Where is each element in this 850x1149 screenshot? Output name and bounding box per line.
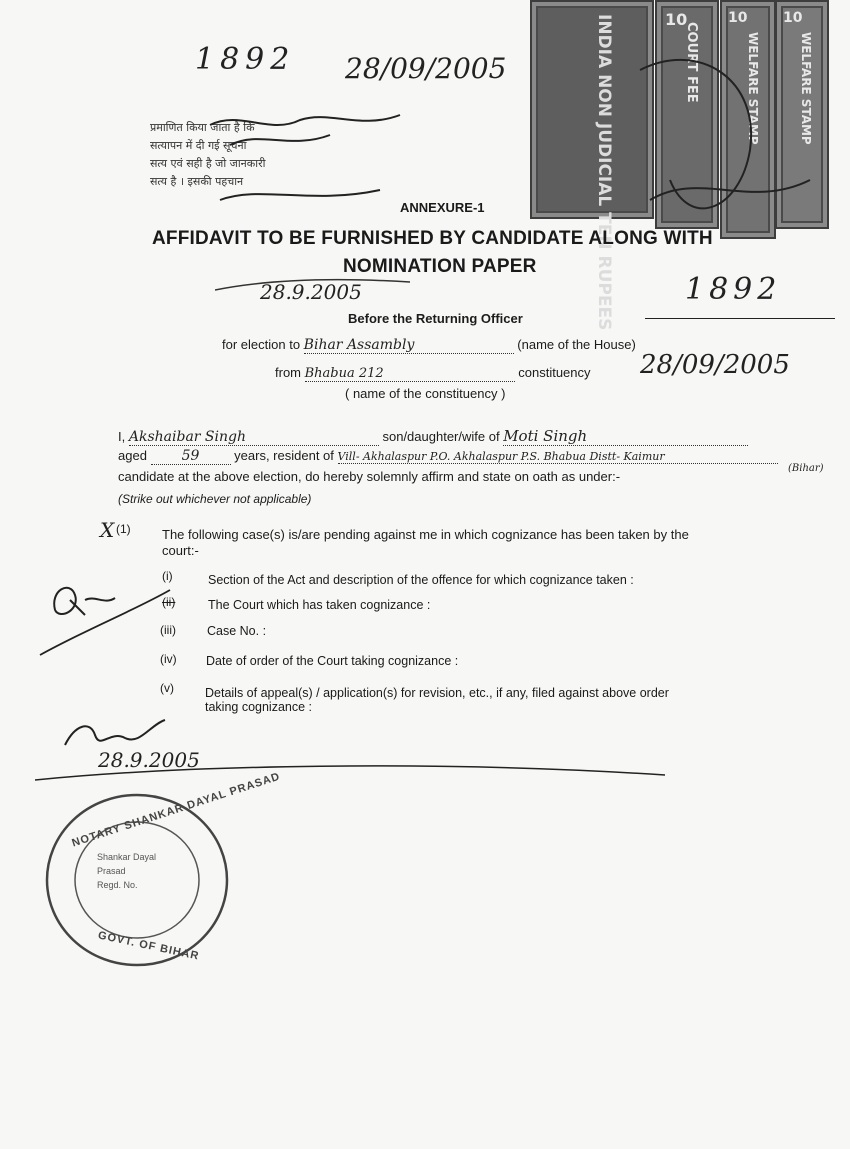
clause-item-number: (iii) <box>160 623 176 637</box>
handwritten-line-right <box>645 318 835 319</box>
notary-inner-line: Regd. No. <box>97 880 138 890</box>
notary-ring-text: NOTARY SHANKAR DAYAL PRASAD <box>70 770 282 850</box>
clause-item-number: (ii) <box>162 595 176 609</box>
i-prefix: I, <box>118 429 126 444</box>
constituency-suffix: constituency <box>518 365 591 380</box>
constituency-field: Bhabua 212 <box>305 366 515 382</box>
stamp-strip-label: INDIA NON JUDICIAL TEN RUPEES <box>594 14 614 331</box>
handwritten-date-mid-left: 28.9.2005 <box>260 280 362 304</box>
clause-item-number: (iv) <box>160 652 177 666</box>
age-field: 59 <box>151 448 231 465</box>
clause-item-text: taking cognizance : <box>205 700 313 714</box>
handwritten-number-top: 1892 <box>195 42 296 77</box>
house-field: Bihar Assambly <box>304 337 514 354</box>
notary-seal <box>42 770 282 970</box>
clause-item-number: (v) <box>160 681 174 695</box>
clause-item-number: (i) <box>162 569 173 583</box>
handwritten-date-top: 28/09/2005 <box>345 52 507 85</box>
stamp-value: 10 <box>783 10 803 26</box>
stamp-value: 10 <box>728 10 748 26</box>
clause-number: (1) <box>116 522 131 536</box>
signature-left <box>35 570 175 660</box>
hindi-stamp-line: सत्य है । इसकी पहचान <box>150 175 244 188</box>
stamp-strip-label: WELFARE STAMP <box>799 32 813 145</box>
handwritten-date-right: 28/09/2005 <box>640 350 790 380</box>
hindi-stamp-line: सत्य एवं सही है जो जानकारी <box>150 157 266 170</box>
aged-label: aged <box>118 448 147 463</box>
annexure-label: ANNEXURE-1 <box>400 200 485 215</box>
clause-item-text: Date of order of the Court taking cognizance : <box>206 654 459 668</box>
residence-extra: (Bihar) <box>788 463 824 474</box>
years-label: years, resident of <box>234 448 334 463</box>
election-row <box>222 337 636 354</box>
strike-note: (Strike out whichever not applicable) <box>118 492 312 506</box>
hindi-verification-stamp <box>150 120 425 210</box>
clause-item-text: Details of appeal(s) / application(s) for revision, etc., if any, filed against above order <box>205 686 669 700</box>
strike-mark: X <box>100 518 115 542</box>
before-returning-officer: Before the Returning Officer <box>348 311 523 326</box>
house-suffix: (name of the House) <box>517 337 636 352</box>
age-row <box>118 448 778 465</box>
underline-mark <box>215 270 415 300</box>
hindi-signature-scribble <box>150 105 425 215</box>
stamp-strip-label: COURT FEE <box>684 22 699 103</box>
stamp-cancellation-scribble <box>520 0 825 250</box>
from-prefix: from <box>275 365 301 380</box>
candidate-name-field: Akshaibar Singh <box>129 429 379 446</box>
constituency-row <box>275 365 591 382</box>
clause-item-text: The Court which has taken cognizance : <box>208 598 431 612</box>
clause-text-line-2: court:- <box>162 543 199 558</box>
election-prefix: for election to <box>222 337 301 352</box>
affirm-text: candidate at the above election, do hereby solemnly affirm and state on oath as under:- <box>118 469 621 484</box>
clause-item-text: Section of the Act and description of the offence for which cognizance taken : <box>208 573 634 587</box>
notary-inner-line: Shankar Dayal <box>97 852 157 862</box>
relation-label: son/daughter/wife of <box>382 429 500 444</box>
handwritten-number-right: 1892 <box>685 272 782 307</box>
constituency-note: ( name of the constituency ) <box>345 386 506 401</box>
clause-item-text: Case No. : <box>207 624 267 638</box>
hindi-stamp-line: प्रमाणित किया जाता है कि <box>150 121 255 134</box>
handwritten-date-bottom-left: 28.9.2005 <box>98 748 200 772</box>
stamp-strip-label: WELFARE STAMP <box>746 32 760 145</box>
name-row <box>118 427 748 446</box>
stamp-value: 10 <box>665 10 688 29</box>
hindi-stamp-line: सत्यापन में दी गई सूचना <box>150 139 247 152</box>
clause-text-line-1: The following case(s) is/are pending against me in which cognizance has been taken by the <box>162 527 689 542</box>
notary-inner-line: Prasad <box>97 866 126 876</box>
residence-field: Vill- Akhalaspur P.O. Akhalaspur P.S. Bhabua Distt- Kaimur <box>338 450 778 464</box>
affidavit-title-line-2: NOMINATION PAPER <box>343 256 537 277</box>
notary-inner-text <box>97 850 187 892</box>
affidavit-title-line-1: AFFIDAVIT TO BE FURNISHED BY CANDIDATE ALONG WITH <box>152 228 713 249</box>
relative-name-field: Moti Singh <box>503 427 748 446</box>
notary-bottom-text: GOVT. OF BIHAR <box>96 929 201 963</box>
